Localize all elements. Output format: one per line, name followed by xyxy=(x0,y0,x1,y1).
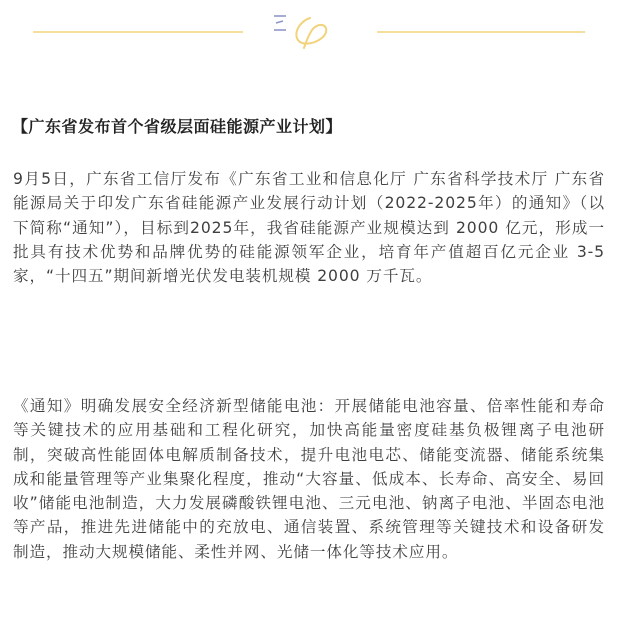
article-paragraph-1: 9月5日，广东省工信厅发布《广东省工业和信息化厅 广东省科学技术厅 广东省能源局关于印发广东省硅能源产业发展行动计划（2022-2025年）的通知》（以下简称“通知”），目标到2025年，我省硅能源产业规模达到 2000 亿元，形成一批具有技术优势和品牌优势的硅能源领军企业，培育年产值超百亿元企业 3-5 家，“十四五”期间新增光伏发电装机规模 2000 万千瓦。 xyxy=(13,170,605,286)
divider-line-left xyxy=(33,31,243,33)
article-paragraph-2: 《通知》明确发展安全经济新型储能电池：开展储能电池容量、倍率性能和寿命等关键技术的应用基础和工程化研究，加快高能量密度硅基负极锂离子电池研制，突破高性能固体电解质制备技术，提升电池电芯、储能变流器、储能系统集成和能量管理等产业集聚化程度，推动“大容量、低成本、长寿命、高安全、易回收”储能电池制造，大力发展磷酸铁锂电池、三元电池、钠离子电池、半固态电池等产品，推进先进储能中的充放电、通信装置、系统管理等关键技术和设备研发制造，推动大规模储能、柔性并网、光储一体化等技术应用。 xyxy=(13,397,605,561)
article-heading: 【广东省发布首个省级层面硅能源产业计划】 xyxy=(12,117,343,136)
divider-line-right xyxy=(377,31,585,33)
swirl-ornament-icon xyxy=(270,12,340,52)
decorative-divider xyxy=(0,12,617,52)
